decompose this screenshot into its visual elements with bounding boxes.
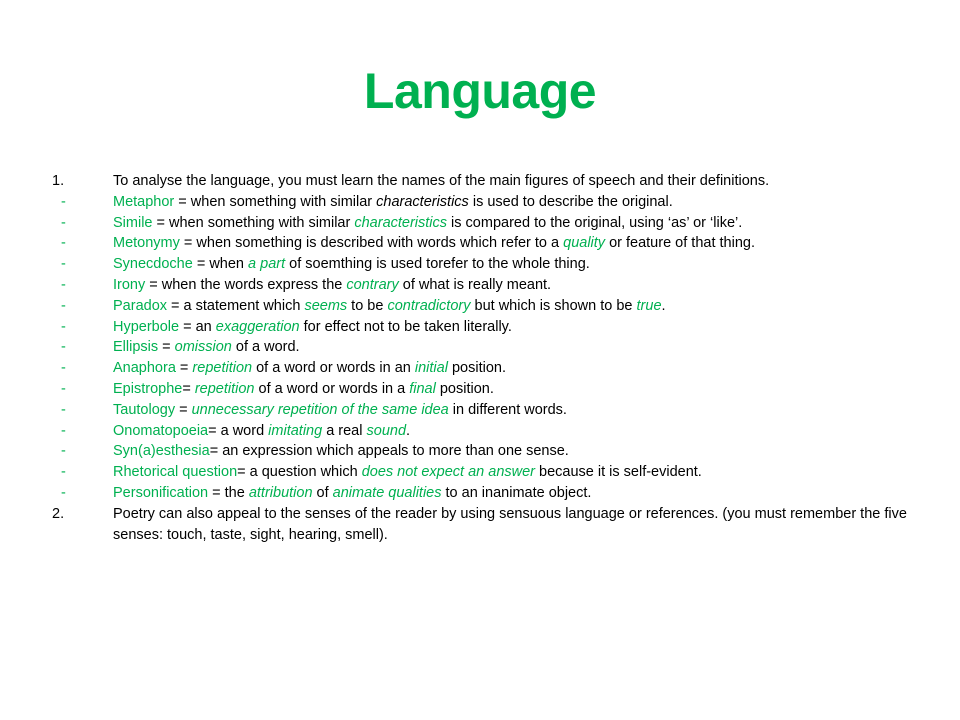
definition-text: = an	[179, 318, 216, 335]
definition-text: of a word or words in a	[254, 380, 410, 397]
definition-text: to an inanimate object.	[441, 484, 592, 501]
definition-text: =	[158, 339, 175, 356]
emphasis-text: omission	[174, 339, 232, 356]
term-item	[52, 379, 912, 400]
bullet-dash: -	[61, 464, 66, 481]
bullet-dash: -	[61, 193, 66, 210]
definition-text: = a statement which	[167, 297, 305, 314]
bullet-dash: -	[61, 276, 66, 293]
term-item	[52, 441, 912, 462]
emphasis-text: quality	[563, 235, 606, 252]
term-item	[52, 275, 912, 296]
term-name: Metaphor	[113, 193, 175, 210]
term-name: Metonymy	[113, 235, 180, 252]
term-name: Personification	[113, 484, 209, 501]
emphasis-text: sound	[366, 422, 407, 439]
emphasis-text: seems	[304, 297, 348, 314]
bullet-dash: -	[61, 214, 66, 231]
slide-body	[52, 171, 912, 545]
emphasis-text: characteristics	[376, 193, 469, 210]
bullet-dash: -	[61, 297, 66, 314]
term-name: Anaphora	[113, 360, 176, 377]
definition-text: but which is shown to be	[470, 297, 637, 314]
definition-text: = a word	[208, 422, 269, 439]
term-item	[52, 233, 912, 254]
term-item	[52, 400, 912, 421]
definition-text: = an expression which appeals to more than one sense.	[209, 443, 569, 460]
emphasis-text: initial	[414, 360, 448, 377]
definition-text: a real	[322, 422, 367, 439]
bullet-dash: -	[61, 339, 66, 356]
term-name: Rhetorical question	[113, 464, 238, 481]
definition-text: .	[406, 422, 411, 439]
definition-text: .	[661, 297, 666, 314]
item-number: 1.	[52, 173, 65, 189]
bullet-dash: -	[61, 318, 66, 335]
term-name: Simile	[113, 214, 153, 231]
emphasis-text: contradictory	[387, 297, 471, 314]
emphasis-text: a part	[248, 256, 286, 273]
item-number: 2.	[52, 505, 65, 522]
definition-text: position.	[447, 360, 506, 377]
definition-text: = when something with similar	[174, 193, 377, 210]
term-name: Epistrophe	[113, 380, 183, 397]
numbered-item	[52, 171, 912, 192]
definition-text: in different words.	[448, 401, 567, 418]
emphasis-text: exaggeration	[215, 318, 300, 335]
definition-text: for effect not to be taken literally.	[299, 318, 512, 335]
term-item	[52, 462, 912, 483]
definition-text: =	[175, 401, 192, 418]
term-item	[52, 254, 912, 275]
term-name: Onomatopoeia	[113, 422, 209, 439]
definition-text: Poetry can also appeal to the senses of the reader by using sensuous language or references. (you must remember the five senses: touch, taste, sight, hearing, smell).	[113, 505, 907, 543]
emphasis-text: true	[636, 297, 662, 314]
emphasis-text: repetition	[192, 360, 253, 377]
term-item	[52, 317, 912, 338]
bullet-dash: -	[61, 380, 66, 397]
definition-text: of what is really meant.	[398, 276, 552, 293]
term-item	[52, 421, 912, 442]
definition-text: =	[182, 380, 195, 397]
emphasis-text: does not expect an answer	[361, 464, 535, 481]
term-item	[52, 213, 912, 234]
emphasis-text: animate qualities	[332, 484, 442, 501]
definition-text: = when the words express the	[145, 276, 347, 293]
definition-text: = when something is described with words which refer to a	[179, 235, 564, 252]
definition-text: or feature of that thing.	[605, 235, 755, 252]
term-name: Ellipsis	[113, 339, 159, 356]
term-name: Paradox	[113, 297, 168, 314]
slide-title: Language	[363, 63, 597, 119]
emphasis-text: repetition	[194, 380, 255, 397]
definition-text: = when something with similar	[152, 214, 355, 231]
bullet-dash: -	[61, 360, 66, 377]
definition-text: position.	[435, 380, 494, 397]
emphasis-text: attribution	[248, 484, 313, 501]
definition-text: because it is self-evident.	[535, 464, 702, 481]
bullet-dash: -	[61, 235, 66, 252]
numbered-item	[52, 504, 912, 546]
definition-text: of	[312, 484, 333, 501]
definition-text: = when	[192, 256, 249, 273]
term-name: Tautology	[113, 401, 176, 418]
term-item	[52, 483, 912, 504]
emphasis-text: unnecessary repetition of the same idea	[191, 401, 449, 418]
definition-text: of soemthing is used torefer to the whole thing.	[285, 256, 590, 273]
term-item	[52, 358, 912, 379]
bullet-dash: -	[61, 484, 66, 501]
definition-text: To analyse the language, you must learn the names of the main figures of speech and their definitions.	[113, 173, 770, 189]
emphasis-text: final	[409, 380, 436, 397]
bullet-dash: -	[61, 422, 66, 439]
bullet-dash: -	[61, 401, 66, 418]
term-name: Syn(a)esthesia	[113, 443, 210, 460]
definition-text: is used to describe the original.	[468, 193, 673, 210]
term-name: Hyperbole	[113, 318, 180, 335]
bullet-dash: -	[61, 256, 66, 273]
definition-text: = the	[208, 484, 249, 501]
term-item	[52, 296, 912, 317]
definition-text: to be	[347, 297, 388, 314]
definition-text: is compared to the original, using ‘as’ or ‘like’.	[447, 214, 743, 231]
term-item	[52, 192, 912, 213]
definition-text: = a question which	[237, 464, 362, 481]
emphasis-text: contrary	[346, 276, 399, 293]
emphasis-text: imitating	[268, 422, 323, 439]
definition-text: of a word.	[231, 339, 300, 356]
emphasis-text: characteristics	[354, 214, 448, 231]
definition-text: of a word or words in an	[252, 360, 415, 377]
term-item	[52, 337, 912, 358]
term-name: Irony	[113, 276, 146, 293]
term-name: Synecdoche	[113, 256, 193, 273]
definition-text: =	[175, 360, 193, 377]
bullet-dash: -	[61, 443, 66, 460]
